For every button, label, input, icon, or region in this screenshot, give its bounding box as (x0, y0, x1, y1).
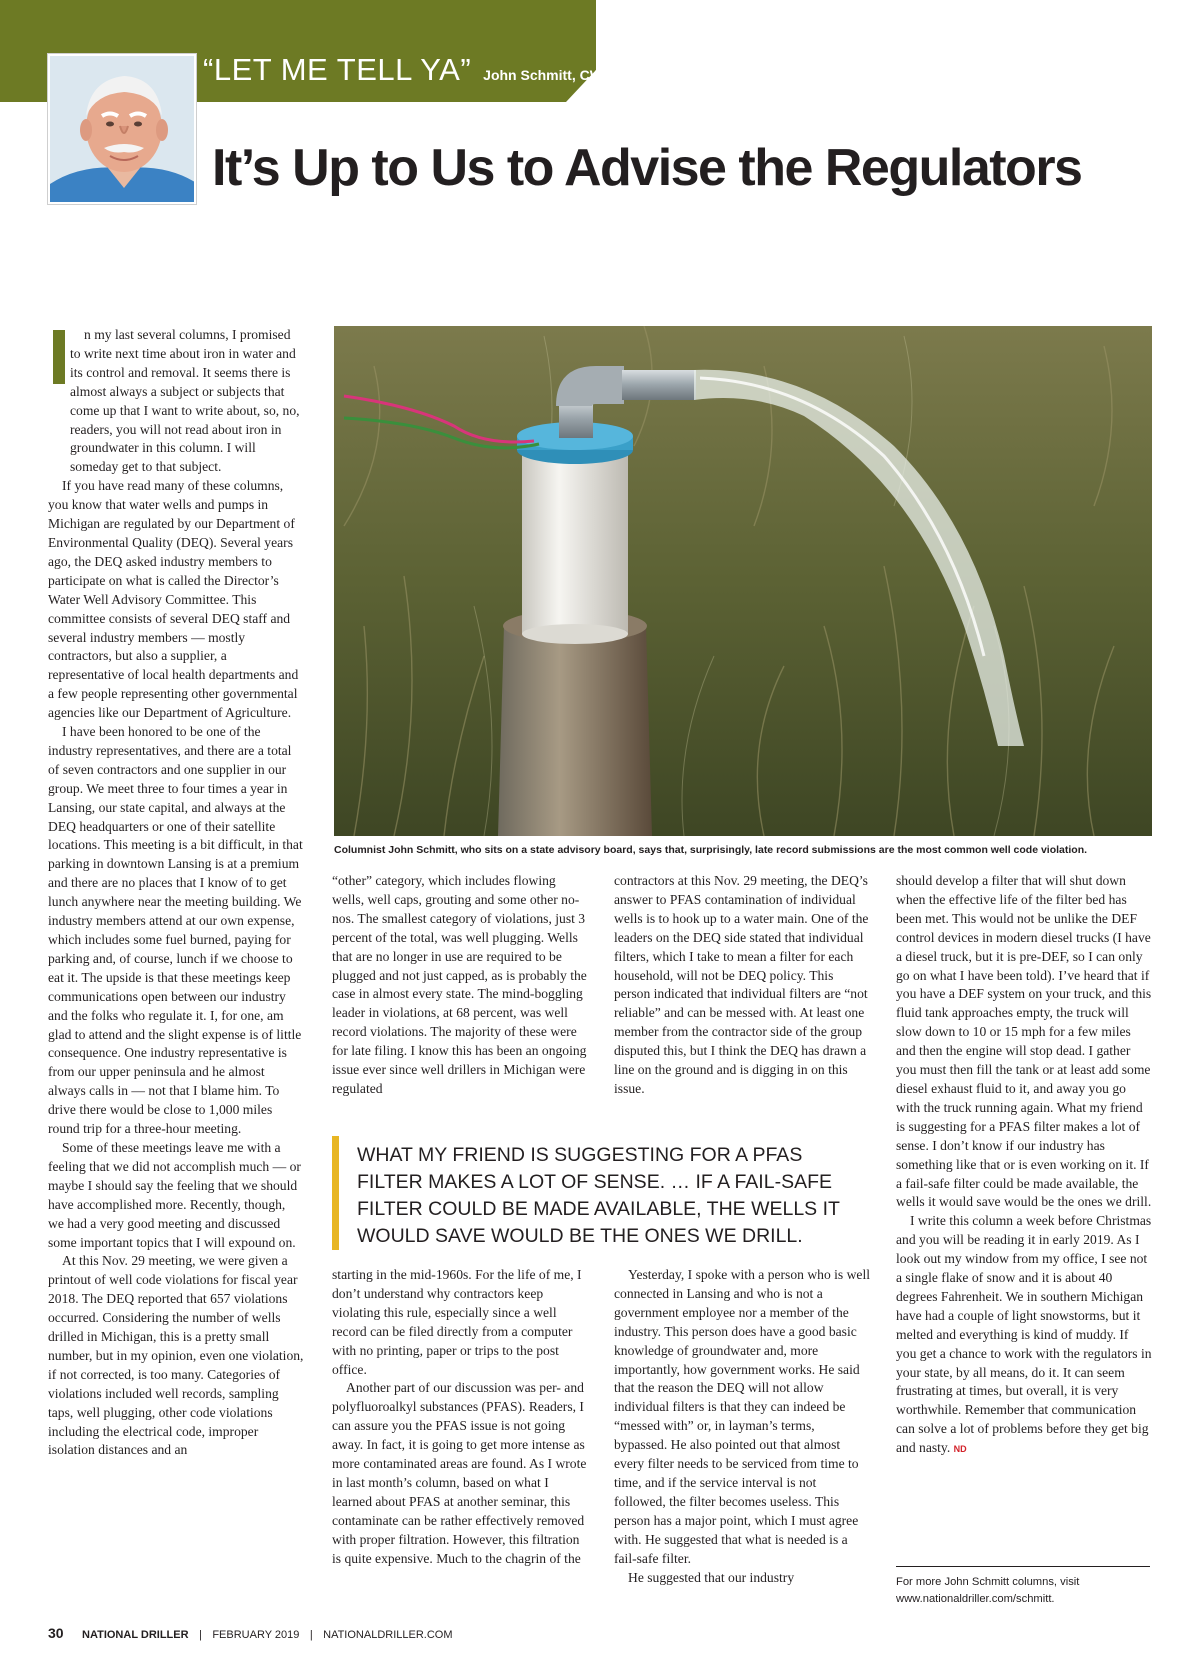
paragraph: I have been honored to be one of the industry representatives, and there are a total of seven contractors and one supplier in our group. We meet three to four times a year in Lansing, our state capital, and always at the DEQ headquarters or one of their satellite locations. This meeting is a bit difficult, in that parking in downtown Lansing is at a premium and there are no places that I know of to get lunch anywhere near the meeting building. We industry members attend at our own expense, which includes some fuel burned, paying for parking and, of course, lunch if we choose to eat it. The upside is that these meetings keep communications open between our industry and the folks who regulate it. I, for one, am glad to attend and the slight expense is of little consequence. One industry representative is from our upper peninsula and he almost always calls in — not that I blame him. To drive there would be close to 1,000 miles round trip for a three-hour meeting. (48, 724, 303, 1137)
paragraph: starting in the mid-1960s. For the life of me, I don’t understand why contractors keep violating this rule, especially since a well record can be filed directly from a computer with no printing, paper or trips to the post office. (332, 1267, 582, 1377)
magazine-name: NATIONAL DRILLER (82, 1629, 189, 1641)
pull-quote-text: WHAT MY FRIEND IS SUGGESTING FOR A PFAS FILTER MAKES A LOT OF SENSE. … IF A FAIL-SAFE FILTER COULD BE MADE AVAILABLE, THE WELLS IT WOULD SAVE WOULD BE THE ONES WE DRILL. (357, 1144, 840, 1247)
paragraph: He suggested that our industry (628, 1569, 795, 1585)
text-column-3-top (614, 872, 870, 1099)
page-number: 30 (48, 1625, 64, 1641)
opening-paragraph (48, 326, 304, 477)
column-kicker (203, 52, 630, 88)
issue-date: FEBRUARY 2019 (212, 1629, 300, 1641)
well-photo (334, 326, 1152, 836)
paragraph: “other” category, which includes flowing wells, well caps, grouting and some other no-nos. The smallest category of violations, just 3 percent of the total, was well plugging. Wells that are no longer in use are required to be plugged and not just capped, as is probably the case in almost every state. The mind-boggling leader in violations, at 68 percent, was well record violations. The majority of these were for late filing. I know this has been an ongoing issue ever since well drillers in Michigan were regulated (332, 873, 587, 1096)
page-footer (48, 1625, 453, 1643)
photo-caption: Columnist John Schmitt, who sits on a state advisory board, says that, surprisingly, late record submissions are the most common well code violation. (334, 844, 1088, 856)
paragraph: Another part of our discussion was per- and polyfluoroalkyl substances (PFAS). Readers, I can assure you the PFAS issue is not going away. In fact, it is going to get more intense as more contaminated areas are found. As I wrote in last month’s column, based on what I learned about PFAS at another seminar, this contaminate can be rather effectively removed with proper filtration. However, this filtration is quite expensive. Much to the chagrin of the (332, 1380, 587, 1566)
text-column-3-bottom (614, 1266, 870, 1587)
footnote-rule (896, 1566, 1150, 1567)
paragraph: I write this column a week before Christmas and you will be reading it in early 2019. As I look out my window from my office, I see not a single flake of snow and it is about 40 degrees Fahrenheit. We in southern Michigan have had a couple of light snowstorms, but it melted and everything is kind of muddy. If you get a chance to work with the regulators in your state, by all means, do it. It can seem frustrating at times, but overall, it is very worthwhile. Remember that communication can solve a lot of problems before they get big and nasty. ND (896, 1213, 1152, 1456)
footer-separator: | (199, 1629, 202, 1641)
end-mark: ND (953, 1444, 967, 1455)
text-column-2-bottom (332, 1266, 588, 1569)
more-columns-note: For more John Schmitt columns, visit www.nationaldriller.com/schmitt. (896, 1576, 1080, 1605)
paragraph: should develop a filter that will shut down when the effective life of the filter bed has been met. This would not be unlike the DEF control devices in modern diesel trucks (I have a diesel truck, but it is pre-DEF, so I can only go on what I have been told). I’ve heard that if you have a DEF system on your truck, and this fluid tank approaches empty, the truck will slow down to 10 or 15 mph for a few miles and then the engine will stop dead. I gather you must then fill the tank or at least add some diesel exhaust fluid to it, and away you go with the truck running again. What my friend is suggesting for a PFAS filter makes a lot of sense. I don’t know if our industry has something like that or is even working on it. If a fail-safe filter could be made available, the wells it would save would be the ones we drill. (896, 873, 1152, 1210)
paragraph: If you have read many of these columns, you know that water wells and pumps in Michigan are regulated by our Department of Environmental Quality (DEQ). Several years ago, the DEQ asked industry members to participate on what is called the Director’s Water Well Advisory Committee. This committee consists of several DEQ staff and several industry members — mostly contractors, but also a supplier, a representative of local health departments and a few people representing other governmental agencies like our Department of Agriculture. (48, 478, 299, 721)
drop-cap-i (53, 330, 65, 384)
author-headshot (48, 54, 196, 204)
text-column-4 (896, 872, 1152, 1459)
website-url: NATIONALDRILLER.COM (323, 1629, 453, 1641)
author-byline: John Schmitt, CWD/PI (483, 67, 631, 83)
paragraph: Some of these meetings leave me with a feeling that we did not accomplish much — or maybe I should say the feeling that we should have accomplished more. Recently, though, we had a very good meeting and discussed some important topics that I will expound on. (48, 1139, 301, 1250)
paragraph: At this Nov. 29 meeting, we were given a printout of well code violations for fiscal year 2018. The DEQ reported that 657 violations occurred. Considering the number of wells drilled in Michigan, this is a pretty small number, but in my opinion, even one violation, if not corrected, is too many. Categories of violations included well records, sampling taps, well plugging, other code violations including the electrical code, improper isolation distances and an (48, 1253, 304, 1458)
footer-separator: | (309, 1629, 313, 1641)
text-column-1 (48, 326, 304, 1460)
paragraph: n my last several columns, I promised to write next time about iron in water and its control and removal. It seems there is almost always a subject or subjects that come up that I want to write about, so, no, readers, you will not read about iron in groundwater in this column. I will someday get to that subject. (70, 327, 300, 475)
paragraph: Yesterday, I spoke with a person who is well connected in Lansing and who is not a government employee nor a member of the industry. This person does have a good basic knowledge of groundwater and, more importantly, how government works. He said that the reason the DEQ will not allow individual filters is that they can indeed be “messed with” or, in layman’s terms, bypassed. He also pointed out that almost every filter needs to be serviced from time to time, and if the service interval is not followed, the filter becomes useless. This person has a major point, which I must agree with. He suggested that what is needed is a fail-safe filter. (614, 1267, 871, 1566)
paragraph: contractors at this Nov. 29 meeting, the DEQ’s answer to PFAS contamination of individual wells is to hook up to a water main. One of the leaders on the DEQ side stated that individual filters, which I take to mean a filter for each household, will not be DEQ policy. This person indicated that individual filters are “not reliable” and can be messed with. At least one member from the contractor side of the group disputed this, but I think the DEQ has drawn a line on the ground and is digging in on this issue. (614, 873, 869, 1096)
article-headline: It’s Up to Us to Advise the Regulators (212, 139, 1082, 197)
pull-quote (332, 1136, 872, 1250)
text-column-2-top (332, 872, 588, 1099)
column-name: “LET ME TELL YA” (203, 52, 472, 87)
